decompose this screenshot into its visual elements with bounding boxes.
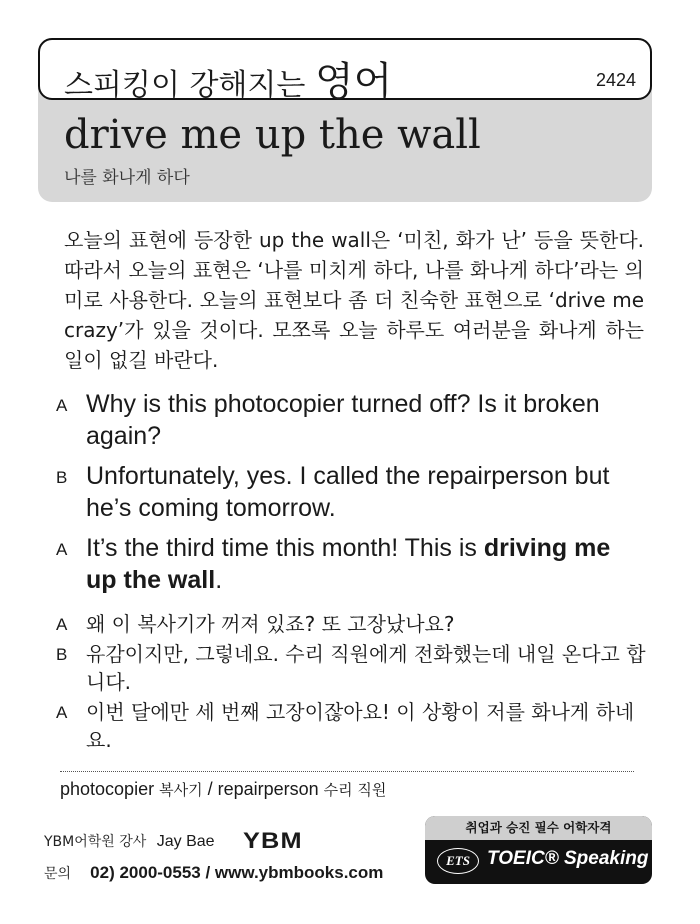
badge-body [425, 840, 652, 884]
expression-meaning: 나를 화나게 하다 [64, 168, 190, 188]
series-title [64, 50, 392, 107]
dialogue-text: Unfortunately, yes. I called the repairperson but he’s coming tomorrow. [86, 462, 610, 522]
dialogue-text-end: . [215, 566, 223, 594]
dialogue-highlight: driving me up the wall [86, 534, 611, 594]
dialogue [56, 388, 646, 604]
badge-tagline: 취업과 승진 필수 어학자격 [425, 816, 652, 840]
vocab-term: repairperson [217, 779, 319, 799]
speaker-label: A [56, 540, 68, 559]
translation-line [56, 698, 646, 754]
contact-info [44, 863, 383, 883]
vocab-meaning: 복사기 [159, 781, 203, 799]
speaker-label: A [56, 703, 68, 722]
vocabulary-line [60, 779, 386, 800]
dialogue-text: It’s the third time this month! This is [86, 534, 484, 562]
divider [60, 771, 634, 772]
series-title-text: 스피킹이 강해지는 [64, 68, 306, 103]
speaker-label: A [56, 615, 68, 634]
dialogue-line [56, 532, 646, 596]
ets-logo-icon: ETS [437, 848, 479, 874]
toeic-speaking-badge [425, 816, 652, 884]
series-title-box [38, 38, 652, 105]
author-credit [44, 826, 303, 853]
speaker-label: A [56, 396, 68, 415]
author-label: YBM어학원 강사 [44, 834, 147, 850]
translation [56, 610, 646, 756]
explanation-paragraph: 오늘의 표현에 등장한 up the wall은 ‘미친, 화가 난’ 등을 뜻한다. 따라서 오늘의 표현은 ‘나를 미치게 하다, 나를 화나게 하다’라는 의미로 사용한다. 오늘의 표현보다 좀 더 친숙한 표현으로 ‘drive me crazy’가 있을 것이다. 모쪼록 오늘 하루도 여러분을 화나게 하는 일이 없길 바란다. [64, 228, 644, 372]
ybm-logo: YBM [243, 828, 303, 853]
contact-label: 문의 [44, 866, 72, 882]
speaker-label: B [56, 645, 68, 664]
toeic-speaking-logo: TOEIC® Speaking [487, 848, 649, 869]
translation-text: 왜 이 복사기가 꺼져 있죠? 또 고장났나요? [86, 612, 455, 636]
translation-text: 이번 달에만 세 번째 고장이잖아요! 이 상황이 저를 화나게 하네요. [86, 700, 635, 752]
translation-text: 유감이지만, 그렇네요. 수리 직원에게 전화했는데 내일 온다고 합니다. [86, 642, 646, 694]
series-title-emphasis: 영어 [314, 59, 393, 105]
vocab-separator: / [202, 779, 218, 799]
dialogue-text: Why is this photocopier turned off? Is it broken again? [86, 390, 600, 450]
dialogue-line [56, 460, 646, 524]
dialogue-line [56, 388, 646, 452]
speaker-label: B [56, 468, 68, 487]
translation-line [56, 640, 646, 696]
expression-title: drive me up the wall [64, 112, 481, 158]
vocab-meaning: 수리 직원 [323, 781, 387, 799]
translation-line [56, 610, 646, 638]
episode-number: 2424 [595, 70, 636, 90]
author-name: Jay Bae [156, 833, 215, 850]
vocab-term: photocopier [60, 779, 155, 799]
contact-value: 02) 2000-0553 / www.ybmbooks.com [90, 863, 384, 882]
